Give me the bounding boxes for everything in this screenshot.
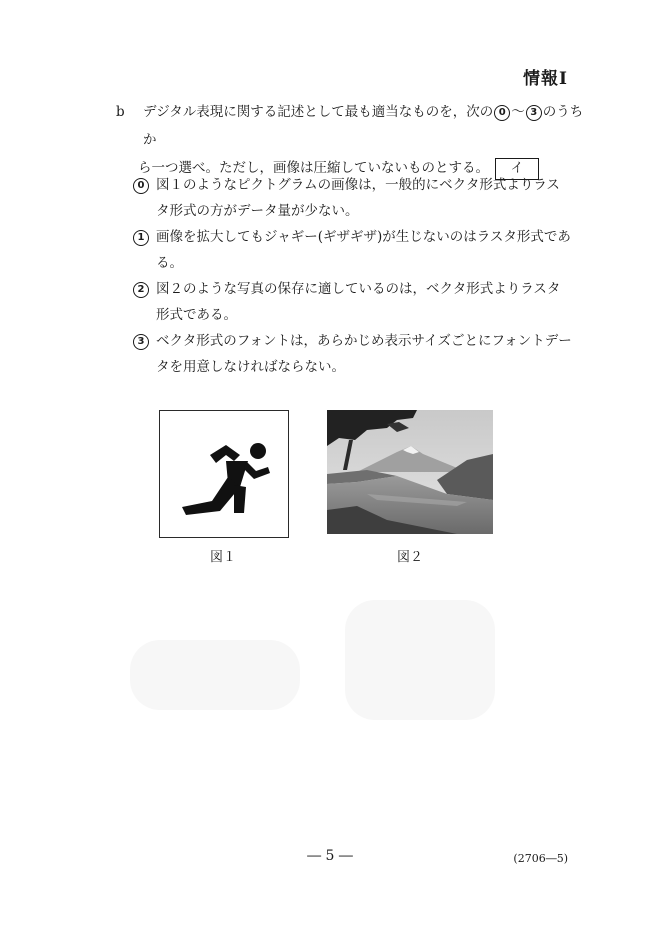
question-label: b (116, 104, 125, 120)
choice-number-icon: 0 (494, 105, 510, 121)
running-person-icon (160, 411, 288, 537)
option-0[interactable] (132, 172, 572, 224)
question-text-2: ら一つ選べ。ただし，画像は圧縮していないものとする。 (138, 160, 489, 176)
answer-box[interactable]: イ (495, 158, 539, 180)
subject-title: 情報Ⅰ (523, 69, 568, 89)
option-number-icon: 0 (133, 178, 149, 194)
option-text: 図１のようなピクトグラムの画像は，一般的にベクタ形式よりラスタ形式の方がデータ量が少ない。 (156, 177, 560, 219)
option-text: 画像を拡大してもジャギー(ギザギザ)が生じないのはラスタ形式である。 (156, 229, 571, 271)
option-number-icon: 2 (133, 282, 149, 298)
option-2[interactable] (132, 276, 572, 328)
option-1[interactable] (132, 224, 572, 276)
figure-1-caption: 図１ (210, 550, 237, 565)
question-b (118, 98, 588, 182)
page-number: ― 5 ― (307, 848, 353, 864)
option-text: 図２のような写真の保存に適しているのは，ベクタ形式よりラスタ形式である。 (156, 281, 561, 323)
question-line-1 (143, 98, 588, 154)
question-text-end: のうちか (143, 104, 584, 148)
mountain-lake-image (327, 410, 493, 534)
exam-code: (2706―5) (513, 852, 568, 865)
choice-number-icon: 3 (526, 105, 542, 121)
option-list (132, 172, 572, 380)
option-number-icon: 1 (133, 230, 149, 246)
bleed-through-shape (130, 640, 300, 710)
option-text: ベクタ形式のフォントは，あらかじめ表示サイズごとにフォントデータを用意しなければならない。 (156, 333, 572, 375)
question-text: デジタル表現に関する記述として最も適当なものを，次の (143, 104, 494, 120)
range-separator: ～ (511, 104, 525, 120)
figure-2-photo (327, 410, 493, 534)
option-3[interactable] (132, 328, 572, 380)
figure-1-pictogram (159, 410, 289, 538)
figure-2-caption: 図２ (397, 550, 424, 565)
option-number-icon: 3 (133, 334, 149, 350)
bleed-through-shape (345, 600, 495, 720)
